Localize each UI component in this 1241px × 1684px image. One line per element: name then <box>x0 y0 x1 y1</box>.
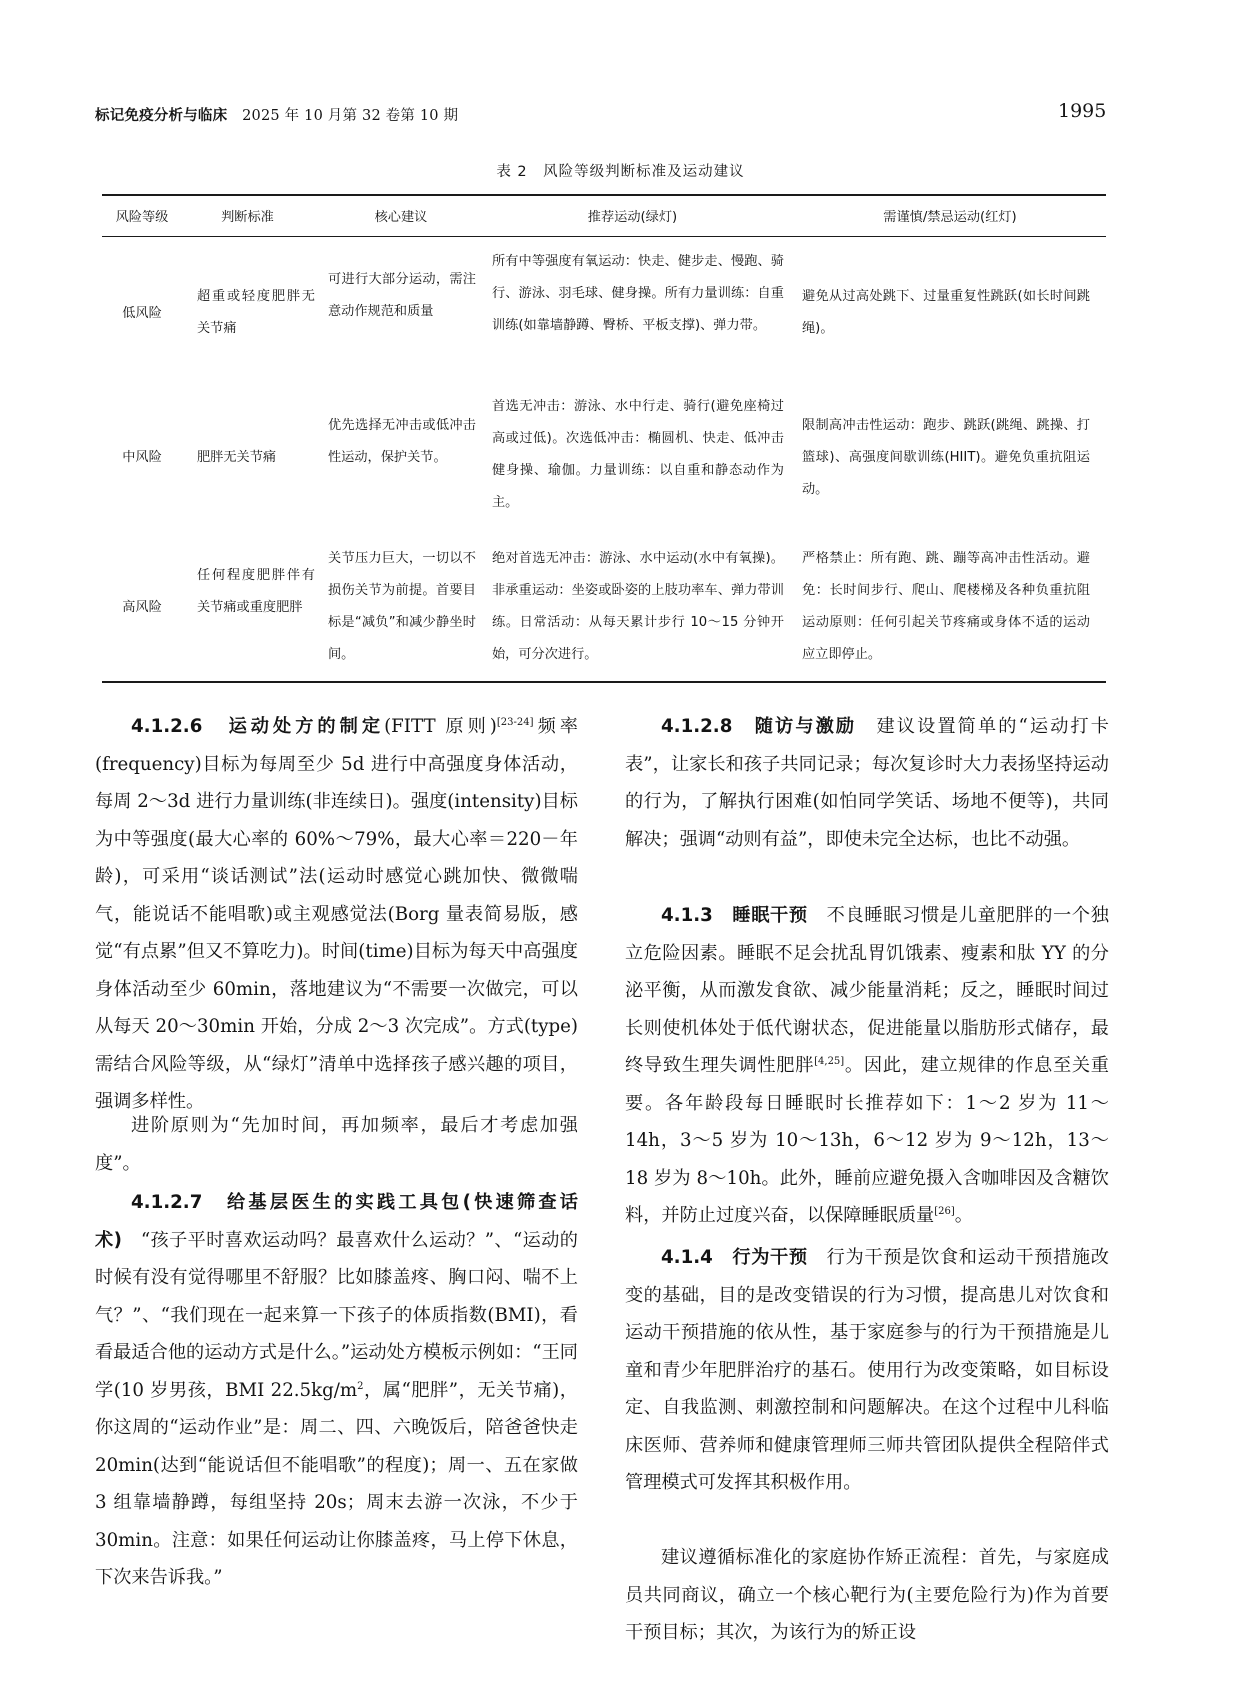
paragraph-text: 频率(frequency)目标为每周至少 5d 进行中高强度身体活动，每周 2～3d 进行力量训练(非连续日)。强度(intensity)目标为中等强度(最大心率的 60%～79%，最大心率＝220－年龄)，可采用“谈话测试”法(运动时感觉心跳加快、微微喘气，能说话不能唱歌)或主观感觉法(Borg 量表简易版，感觉“有点累”但又不算吃力)。时间(time)目标为每天中高强度身体活动至少 60min，落地建议为“不需要一次做完，可以从每天 20～30min 开始，分成 2～3 次完成”。方式(type)需结合风险等级，从“绿灯”清单中选择孩子感兴趣的项目，强调多样性。 <box>95 716 578 1112</box>
section-heading-4-1-2-6: 4.1.2.6 运动处方的制定 <box>131 716 385 737</box>
table-top-rule <box>102 194 1106 196</box>
paragraph-progression: 进阶原则为“先加时间，再加频率，最后才考虑加强度”。 <box>95 1115 578 1174</box>
superscript: 2 <box>357 1380 364 1392</box>
paragraph-text: “孩子平时喜欢运动吗？最喜欢什么运动？”、“运动的时候有没有觉得哪里不舒服？比如膝盖疼、胸口闷、喘不上气？”、“我们现在一起来算一下孩子的体质指数(BMI)，看看最适合他的运动方式是什么。”运动处方模板示例如：“王同学(10 岁男孩，BMI 22.5kg/m <box>95 1229 578 1401</box>
table-row-mid-level: 中风险 <box>122 450 162 465</box>
table-row-mid-criteria: 肥胖无关节痛 <box>197 450 277 465</box>
table-row-mid-recommended: 首选无冲击：游泳、水中行走、骑行(避免座椅过高或过低)。次选低冲击：椭圆机、快走、低冲击健身操、瑜伽。力量训练：以自重和静态动作为主。 <box>492 399 784 510</box>
paragraph-family-process: 建议遵循标准化的家庭协作矫正流程：首先，与家庭成员共同商议，确立一个核心靶行为(主要危险行为)作为首要干预目标；其次，为该行为的矫正设 <box>625 1547 1109 1643</box>
table-header-caution: 需谨慎/禁忌运动(红灯) <box>883 210 1017 225</box>
table-row-low-recommended: 所有中等强度有氧运动：快走、健步走、慢跑、骑行、游泳、羽毛球、健身操。所有力量训练：自重训练(如靠墙静蹲、臀桥、平板支撑)、弹力带。 <box>492 254 784 333</box>
section-heading-4-1-3: 4.1.3 睡眠干预 <box>661 905 808 926</box>
table-header-level: 风险等级 <box>115 210 169 225</box>
table-row-mid-advice: 优先选择无冲击或低冲击性运动，保护关节。 <box>328 418 476 465</box>
citation: [4,25] <box>814 1055 845 1067</box>
section-heading-4-1-2-8: 4.1.2.8 随访与激励 <box>661 716 857 737</box>
paragraph-text: ，属“肥胖”，无关节痛)，你这周的“运动作业”是：周二、四、六晚饭后，陪爸爸快走 20min(达到“能说话但不能唱歌”的程度)；周一、五在家做 3 组靠墙静蹲，每组坚持 20s；周末去游一次泳，不少于 30min。注意：如果任何运动让你膝盖疼，马上停下休息，下次来告诉我。” <box>95 1379 578 1588</box>
journal-name: 标记免疫分析与临床 <box>95 108 228 124</box>
table-header-rule <box>102 236 1106 237</box>
section-heading-4-1-2-7: 4.1.2.7 给基层医生的实践工具包(快速筛查话术) <box>95 1192 578 1251</box>
table-row-low-criteria: 超重或轻度肥胖无关节痛 <box>197 289 315 336</box>
paragraph-exercise-prescription <box>95 708 578 1121</box>
paragraph-sleep <box>625 897 1109 1235</box>
paragraph-text: 。 <box>954 1205 973 1226</box>
paragraph-toolkit <box>95 1184 578 1597</box>
paragraph-text: 。因此，建立规律的作息至关重要。各年龄段每日睡眠时长推荐如下：1～2 岁为 11～14h，3～5 岁为 10～13h，6～12 岁为 9～12h，13～18 岁为 8～10h。此外，睡前应避免摄入含咖啡因及含糖饮料，并防止过度兴奋，以保障睡眠质量 <box>625 1055 1109 1226</box>
table-row-mid-caution: 限制高冲击性运动：跑步、跳跃(跳绳、跳操、打篮球)、高强度间歇训练(HIIT)。避免负重抗阻运动。 <box>802 418 1090 497</box>
paragraph-followup <box>625 708 1109 858</box>
section-heading-4-1-4: 4.1.4 行为干预 <box>661 1247 808 1268</box>
fitt-label: (FITT 原则) <box>384 716 497 737</box>
table-row-high-recommended: 绝对首选无冲击：游泳、水中运动(水中有氧操)。非承重运动：坐姿或卧姿的上肢功率车、弹力带训练。日常活动：从每天累计步行 10～15 分钟开始，可分次进行。 <box>492 551 784 662</box>
table-row-high-caution: 严格禁止：所有跑、跳、蹦等高冲击性活动。避免：长时间步行、爬山、爬楼梯及各种负重抗阻运动原则：任何引起关节疼痛或身体不适的运动应立即停止。 <box>802 551 1090 662</box>
table-row-high-level: 高风险 <box>122 600 162 615</box>
table-header-criteria: 判断标准 <box>221 210 274 225</box>
paragraph-behavior <box>625 1239 1109 1502</box>
table-row-low-advice: 可进行大部分运动，需注意动作规范和质量 <box>328 272 476 319</box>
issue-info: 2025 年 10 月第 32 卷第 10 期 <box>242 108 459 124</box>
citation: [26] <box>934 1205 955 1217</box>
page-number: 1995 <box>1058 100 1107 122</box>
table-row-low-level: 低风险 <box>122 306 162 321</box>
table-header-advice: 核心建议 <box>374 210 428 225</box>
table-row-low-caution: 避免从过高处跳下、过量重复性跳跃(如长时间跳绳)。 <box>802 289 1090 336</box>
paragraph-text: 不良睡眠习惯是儿童肥胖的一个独立危险因素。睡眠不足会扰乱胃饥饿素、瘦素和肽 YY 的分泌平衡，从而激发食欲、减少能量消耗；反之，睡眠时间过长则使机体处于低代谢状态，促进能量以脂肪形式储存，最终导致生理失调性肥胖 <box>625 905 1109 1076</box>
table-row-high-advice: 关节压力巨大，一切以不损伤关节为前提。首要目标是“减负”和减少静坐时间。 <box>328 551 476 662</box>
paragraph-text: 行为干预是饮食和运动干预措施改变的基础，目的是改变错误的行为习惯，提高患儿对饮食和运动干预措施的依从性，基于家庭参与的行为干预措施是儿童和青少年肥胖治疗的基石。使用行为改变策略，如目标设定、自我监测、刺激控制和问题解决。在这个过程中儿科临床医师、营养师和健康管理师三师共管团队提供全程陪伴式管理模式可发挥其积极作用。 <box>625 1247 1109 1493</box>
citation: [23-24] <box>496 716 534 728</box>
running-header <box>95 104 458 125</box>
table-title: 表 2 风险等级判断标准及运动建议 <box>496 164 745 180</box>
table-bottom-rule <box>102 681 1106 683</box>
paragraph-text: 建议设置简单的“运动打卡表”，让家长和孩子共同记录；每次复诊时大力表扬坚持运动的行为，了解执行困难(如怕同学笑话、场地不便等)，共同解决；强调“动则有益”，即使未完全达标，也比不动强。 <box>625 716 1109 850</box>
table-header-recommended: 推荐运动(绿灯) <box>587 210 678 225</box>
table-row-high-criteria: 任何程度肥胖伴有关节痛或重度肥胖 <box>197 568 315 615</box>
